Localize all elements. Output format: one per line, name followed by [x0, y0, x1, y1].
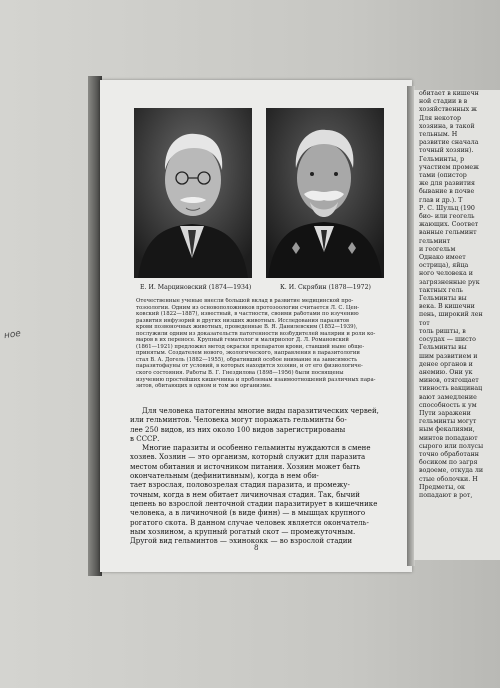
right-page-line: точный хозяин). [419, 147, 474, 155]
text-line: зитов, обитающих в одном и том же организме. [136, 383, 272, 390]
text-line: принятым. Создателем нового, экологического, направления в паразитологии [136, 350, 360, 357]
right-page-line: и геогельм [419, 245, 456, 253]
right-page-line: ванные гельминт [419, 229, 477, 237]
right-page-line: тельным. Н [419, 131, 458, 139]
right-page-line: босиком по загря [419, 459, 478, 467]
right-page-line: сосудах — шисто [419, 336, 476, 344]
right-page-line: хозяина, в такой [419, 122, 475, 130]
text-line: изучению простейших кишечника и проблемам взаимоотношений различных пара- [136, 376, 376, 383]
book-page-right [414, 90, 500, 560]
body-line: цепень во взрослой ленточной стадии паразитирует в кишечнике [130, 498, 378, 508]
right-page-line: толь ришты, в [419, 327, 466, 335]
body-line: ным хозяином, а крупный рогатый скот — промежуточным. [130, 526, 356, 536]
right-page-line: Гельминты, р [419, 155, 465, 163]
right-page-line: развитие сначала [419, 139, 479, 147]
text-line: (1861—1921) предложил метод окраски препаратов крови, ставший ныне обще- [136, 343, 365, 350]
right-page-line: глав и др.). Т [419, 196, 463, 204]
body-line: окончательным (дефинитивным), когда в нем оби- [130, 471, 319, 481]
right-page-line: участием промеж [419, 163, 479, 171]
right-page-line: ной стадии в в [419, 98, 468, 106]
body-line: местом обитания и источником питания. Хозяин может быть [130, 461, 361, 471]
right-page-line: хозяйственных ж [419, 106, 477, 114]
right-page-line: острица), яйца [419, 262, 469, 270]
body-line: Для человека патогенны многие виды паразитических червей, [142, 406, 379, 415]
history-note-paragraph [136, 298, 384, 390]
text-line: маров в их переносе. Крупный гематолог и маляриолог Д. Л. Романовский [136, 337, 349, 344]
page-number: 8 [254, 544, 259, 552]
right-page-line: гельминт [419, 237, 451, 245]
body-line: лее 250 видов, из них около 100 видов зарегистрированы [130, 424, 346, 434]
body-line: хозяев. Хозяин — это организм, который служит для паразита [130, 452, 366, 462]
body-line: Многие паразиты и особенно гельминты нуждаются в смене [142, 443, 371, 453]
right-page-line: бывание в почве [419, 188, 475, 196]
right-page-line: обитает в кишечн [419, 90, 479, 97]
right-page-line: денее органов и [419, 360, 473, 368]
right-page-line: Однако имеет [419, 254, 466, 262]
body-line: или гельминтов. Человека могут поражать гельминты бо- [130, 415, 347, 425]
right-page-line: загрязненные рук [419, 278, 480, 286]
body-line: точным, когда в нем обитает личиночная стадия. Так, бычий [130, 489, 360, 499]
right-page-line: тивность вакцинац [419, 385, 483, 393]
text-line: Отечественные ученые внесли большой вклад в развитие медицинской про- [136, 298, 354, 304]
portrait-skryabin [266, 108, 384, 278]
right-page-line: Пути заражени [419, 409, 471, 417]
right-page-line: минов, отягощает [419, 377, 479, 385]
book-page-left [100, 80, 412, 572]
portrait-photo-1 [134, 108, 252, 278]
right-page-text [414, 90, 500, 500]
right-page-line: сырого или полусы [419, 442, 484, 450]
right-page-line: вают замедление [419, 393, 477, 401]
text-line: развития инфузорий и других низших животных. Исследования паразитов [136, 317, 349, 324]
right-page-line: стые оболочки. Н [419, 475, 478, 483]
right-page-line: Гельминты вы [419, 344, 467, 352]
right-page-line: пень, широкий лен [419, 311, 483, 319]
right-page-line: жающих. Соответ [419, 221, 479, 229]
right-page-line: гельминты могут [419, 418, 477, 426]
right-page-line: био- или геогель [419, 213, 475, 221]
right-page-line: тот [419, 319, 430, 327]
body-line: в СССР. [130, 433, 160, 443]
right-page-line: Для некотор [419, 114, 462, 122]
text-line: стал В. А. Догель (1882—1955), обративший особое внимание на зависимость [136, 356, 358, 363]
portrait-photo-2 [266, 108, 384, 278]
right-page-line: века. В кишечни [419, 303, 475, 311]
right-page-line: тактных гель [419, 286, 463, 294]
body-line: Другой вид гельминтов — эхинококк — во взрослой стадии [130, 536, 353, 546]
right-page-line: ного человека и [419, 270, 473, 278]
right-page-line: способность к ум [419, 401, 477, 409]
portrait-marcinovsky [134, 108, 252, 278]
main-body-text [130, 406, 392, 545]
body-line: рогатого скота. В данном случае человек является окончатель- [130, 517, 369, 527]
right-page-line: же для развития [419, 180, 475, 188]
portrait-caption-2: К. И. Скрябин (1878—1972) [280, 284, 371, 291]
right-page-line: попадают в рот, [419, 491, 473, 499]
right-page-line: анемию. Они ук [419, 368, 473, 376]
text-line: тозоологии. Одним из основоположников протозоологии считается Л. С. Цен- [136, 304, 360, 311]
right-page-line: ным фекалиями, [419, 426, 475, 434]
text-line: ского состояния. Работы В. Г. Гнездилова (1898—1956) были посвящены [136, 370, 344, 377]
right-page-line: тами (опистор [419, 172, 467, 180]
right-page-line: Р. С. Шульц (190 [419, 204, 475, 212]
right-page-line: минтов попадают [419, 434, 478, 442]
body-line: тает взрослая, половозрелая стадия паразита, и промежу- [130, 480, 350, 490]
text-line: послужили одним из доказательств патогенности возбудителей малярии и роли ко- [136, 330, 376, 337]
portrait-caption-1: Е. И. Марциновский (1874—1934) [140, 284, 252, 291]
text-line: ковский (1822—1887), известный, в частности, своими работами по изучению [136, 311, 359, 318]
text-line: крови позвоночных животных, проведенные В. Я. Данилевским (1852—1939), [136, 324, 358, 331]
text-line: паразитофауны от условий, в которых находится хозяин, и от его физиологиче- [136, 363, 363, 370]
right-page-line: Предметы, ок [419, 483, 465, 491]
right-page-line: водоеме, откуда ли [419, 467, 484, 475]
body-line: человека, а в личиночной (в виде финн) — в мышцах крупного [130, 508, 366, 518]
right-page-line: шим развитием и [419, 352, 478, 360]
right-page-line: Гельминты вы [419, 295, 467, 303]
handwritten-margin-note: ное [3, 328, 22, 342]
right-page-line: точно обработанн [419, 450, 480, 458]
